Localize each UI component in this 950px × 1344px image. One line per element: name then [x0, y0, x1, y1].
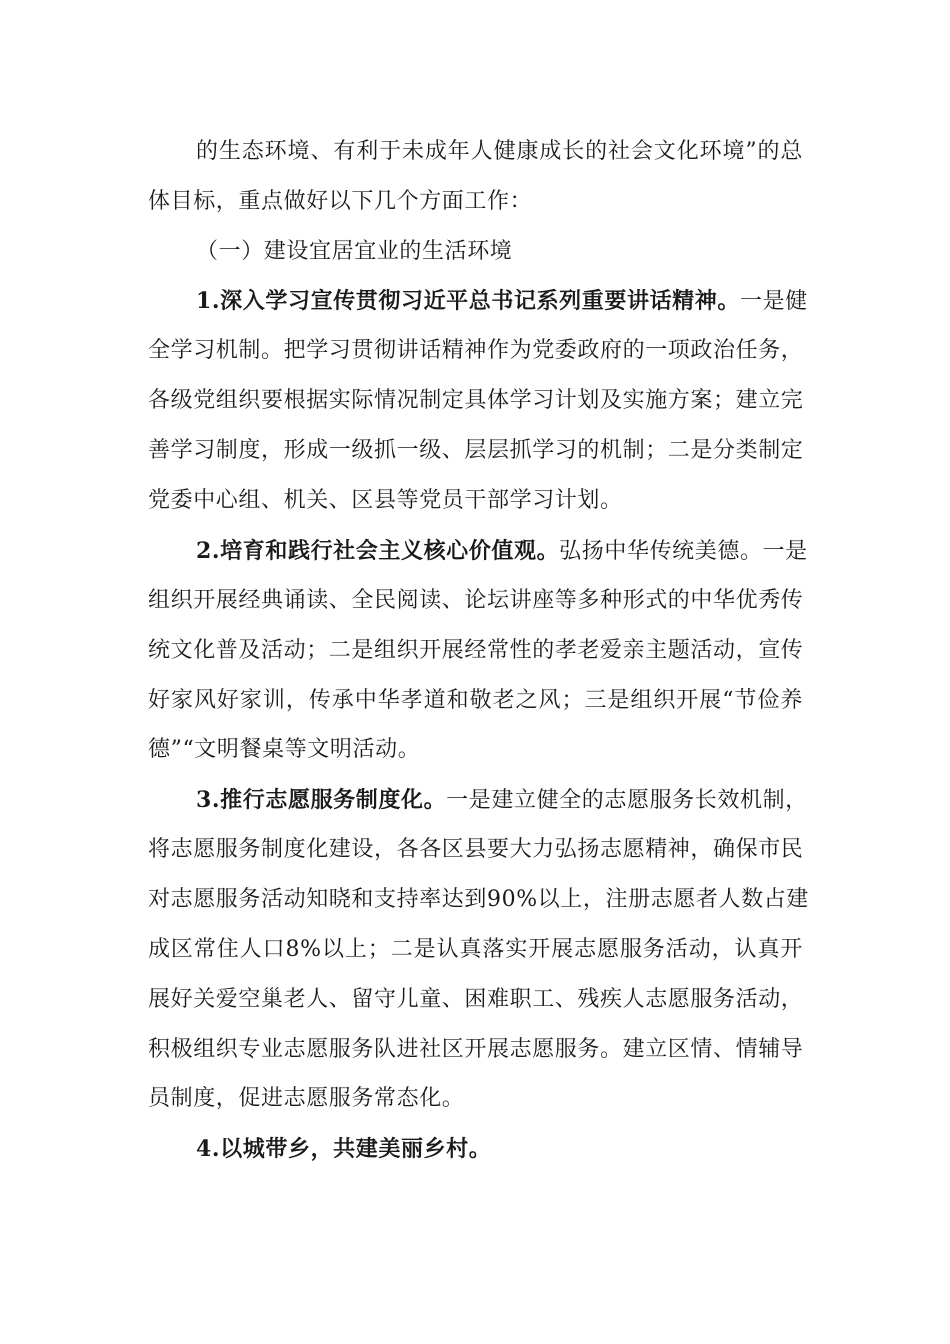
- item4-title: 4.以城带乡，共建美丽乡村。: [196, 1136, 492, 1162]
- item1-line-4: 善学习制度，形成一级抓一级、层层抓学习的机制；二是分类制定: [148, 438, 804, 463]
- item2-line-1: [196, 536, 808, 567]
- item3-title: 3.推行志愿服务制度化。: [196, 787, 447, 813]
- item2-line-1-rest: 弘扬中华传统美德。一是: [559, 539, 808, 564]
- intro-line-2: 体目标，重点做好以下几个方面工作：: [148, 189, 533, 214]
- item3-line-7: 员制度，促进志愿服务常态化。: [148, 1086, 465, 1111]
- item1-title: 1.深入学习宣传贯彻习近平总书记系列重要讲话精神。: [196, 288, 740, 314]
- item1-line-3: 各级党组织要根据实际情况制定具体学习计划及实施方案；建立完: [148, 388, 804, 413]
- item3-line-3: 对志愿服务活动知晓和支持率达到90%以上，注册志愿者人数占建: [148, 887, 809, 912]
- item3-line-1: [196, 785, 808, 816]
- item1-line-1-rest: 一是健: [739, 289, 808, 314]
- item2-line-2: 组织开展经典诵读、全民阅读、论坛讲座等多种形式的中华优秀传: [148, 588, 804, 613]
- item3-line-1-rest: 一是建立健全的志愿服务长效机制，: [446, 788, 808, 813]
- item2-line-5: 德”“文明餐桌等文明活动。: [148, 737, 421, 762]
- item2-title: 2.培育和践行社会主义核心价值观。: [196, 538, 560, 564]
- item2-line-4: 好家风好家训，传承中华孝道和敬老之风；三是组织开展“节俭养: [148, 688, 803, 713]
- item2-line-3: 统文化普及活动；二是组织开展经常性的孝老爱亲主题活动，宣传: [148, 638, 804, 663]
- section-heading: （一）建设宜居宜业的生活环境: [196, 239, 513, 264]
- item3-line-6: 积极组织专业志愿服务队进社区开展志愿服务。建立区情、情辅导: [148, 1037, 804, 1062]
- item3-line-5: 展好关爱空巢老人、留守儿童、困难职工、残疾人志愿服务活动，: [148, 987, 804, 1012]
- item1-line-5: 党委中心组、机关、区县等党员干部学习计划。: [148, 488, 623, 513]
- item1-line-2: 全学习机制。把学习贯彻讲话精神作为党委政府的一项政治任务，: [148, 338, 804, 363]
- intro-line-1: 的生态环境、有利于未成年人健康成长的社会文化环境”的总: [196, 139, 803, 164]
- item3-line-2: 将志愿服务制度化建设，各各区县要大力弘扬志愿精神，确保市民: [148, 837, 804, 862]
- item3-line-4: 成区常住人口8%以上；二是认真落实开展志愿服务活动，认真开: [148, 937, 803, 962]
- item1-line-1: [196, 286, 808, 317]
